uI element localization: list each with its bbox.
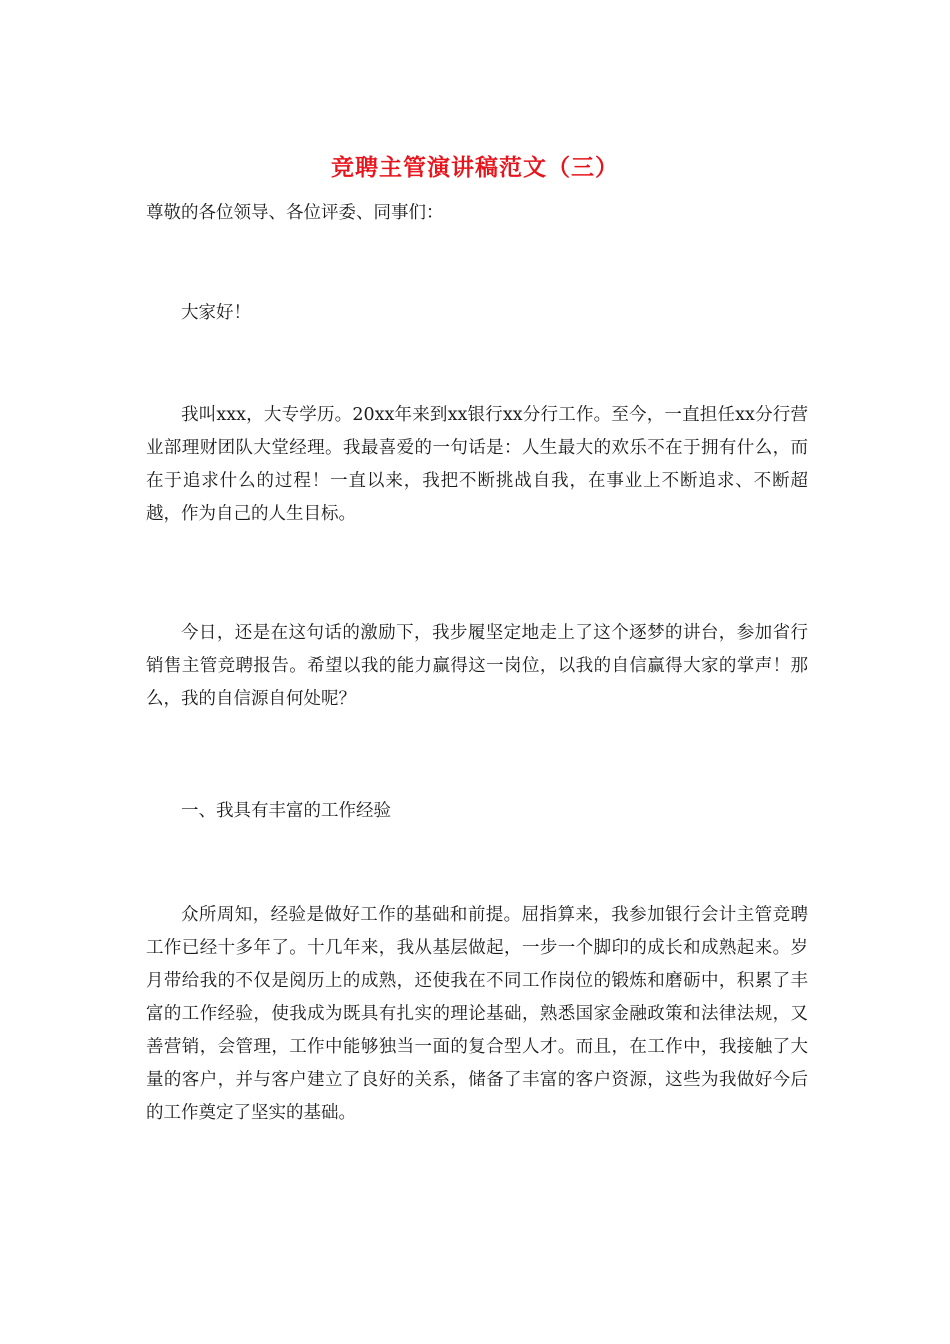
paragraph-motivation: 今日，还是在这句话的激励下，我步履坚定地走上了这个逐梦的讲台，参加省行销售主管竞聘报告。希望以我的能力赢得这一岗位，以我的自信赢得大家的掌声！那么，我的自信源自何处呢？: [146, 623, 808, 709]
salutation: 尊敬的各位领导、各位评委、同事们：: [146, 203, 444, 223]
section-heading-experience: 一、我具有丰富的工作经验: [181, 801, 391, 821]
paragraph-greeting: 大家好！: [181, 303, 251, 323]
document-title: 竞聘主管演讲稿范文（三）: [331, 154, 619, 181]
paragraph-experience: 众所周知，经验是做好工作的基础和前提。屈指算来，我参加银行会计主管竞聘工作已经十多年了。十几年来，我从基层做起，一步一个脚印的成长和成熟起来。岁月带给我的不仅是阅历上的成熟，还使我在不同工作岗位的锻炼和磨砺中，积累了丰富的工作经验，使我成为既具有扎实的理论基础，熟悉国家金融政策和法律法规，又善营销，会管理，工作中能够独当一面的复合型人才。而且，在工作中，我接触了大量的客户，并与客户建立了良好的关系，储备了丰富的客户资源，这些为我做好今后的工作奠定了坚实的基础。: [146, 905, 808, 1123]
paragraph-introduction: 我叫xxx，大专学历。20xx年来到xx银行xx分行工作。至今，一直担任xx分行营业部理财团队大堂经理。我最喜爱的一句话是：人生最大的欢乐不在于拥有什么，而在于追求什么的过程！一直以来，我把不断挑战自我，在事业上不断追求、不断超越，作为自己的人生目标。: [146, 405, 808, 524]
